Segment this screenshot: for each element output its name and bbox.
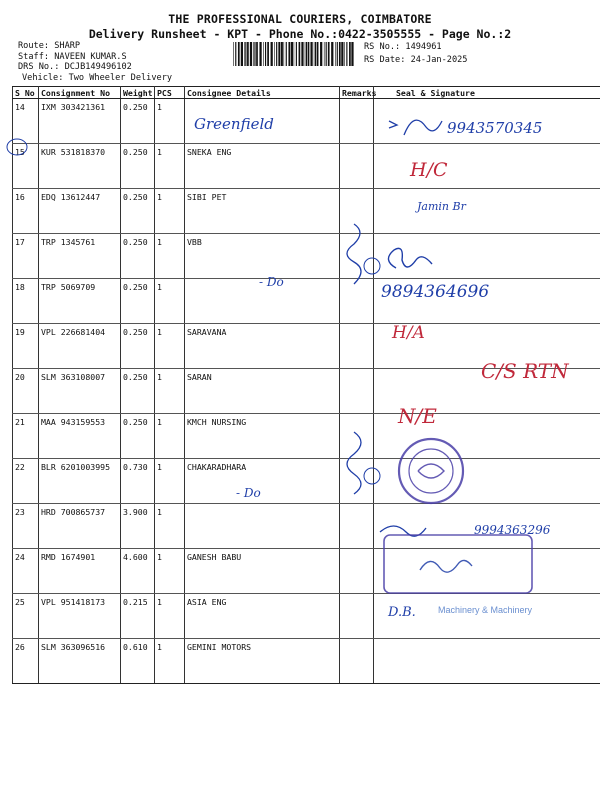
cell-signature xyxy=(374,504,600,549)
barcode-bar xyxy=(265,42,266,66)
cell-consignee: CHAKARADHARA xyxy=(185,459,340,504)
rs-date: RS Date: 24-Jan-2025 xyxy=(364,54,468,65)
handwritten-signature-24: 9994363296 xyxy=(474,523,551,537)
barcode-bar xyxy=(326,42,327,66)
cell-weight: 3.900 xyxy=(121,504,155,549)
cell-sno: 20 xyxy=(13,369,39,414)
cell-pcs: 1 xyxy=(155,414,185,459)
col-consignee: Consignee Details xyxy=(185,87,340,99)
cell-sno: 16 xyxy=(13,189,39,234)
handwritten-consignee-23: - Do xyxy=(236,486,261,500)
cell-remarks xyxy=(340,414,374,459)
barcode-bar xyxy=(324,42,325,66)
cell-sno: 22 xyxy=(13,459,39,504)
barcode-bar xyxy=(288,42,290,66)
cell-remarks xyxy=(340,504,374,549)
barcode-bar xyxy=(344,42,345,66)
barcode-bar xyxy=(241,42,243,66)
cell-signature xyxy=(374,189,600,234)
cell-weight: 0.250 xyxy=(121,324,155,369)
barcode-bar xyxy=(331,42,333,66)
barcode-bar xyxy=(267,42,269,66)
cell-remarks xyxy=(340,369,374,414)
handwritten-signature-21: N/E xyxy=(398,404,437,428)
cell-consignment: TRP 1345761 xyxy=(39,234,121,279)
cell-pcs: 1 xyxy=(155,549,185,594)
barcode-bar xyxy=(299,42,301,66)
cell-pcs: 1 xyxy=(155,234,185,279)
cell-remarks xyxy=(340,639,374,684)
cell-remarks xyxy=(340,279,374,324)
handwritten-signature-18: 9894364696 xyxy=(381,282,490,302)
barcode-bar xyxy=(274,42,275,66)
cell-weight: 0.250 xyxy=(121,234,155,279)
rs-number: RS No.: 1494961 xyxy=(364,42,442,52)
cell-weight: 0.250 xyxy=(121,369,155,414)
barcode-bar xyxy=(271,42,273,66)
cell-signature xyxy=(374,144,600,189)
cell-remarks xyxy=(340,99,374,144)
barcode-bar xyxy=(351,42,353,66)
cell-remarks xyxy=(340,189,374,234)
cell-pcs: 1 xyxy=(155,459,185,504)
table-row xyxy=(13,549,600,594)
barcode-bar xyxy=(235,42,236,66)
barcode-bar xyxy=(253,42,254,66)
runsheet-table xyxy=(12,86,600,684)
cell-sno: 17 xyxy=(13,234,39,279)
barcode-bar xyxy=(263,42,264,66)
cell-consignee xyxy=(185,504,340,549)
cell-sno: 26 xyxy=(13,639,39,684)
cell-sno: 25 xyxy=(13,594,39,639)
table-row xyxy=(13,414,600,459)
barcode-bar xyxy=(276,42,277,66)
drs-label: DRS No.: DCJB149496102 xyxy=(18,62,132,72)
cell-weight: 0.610 xyxy=(121,639,155,684)
table-row xyxy=(13,369,600,414)
barcode-bar xyxy=(296,42,297,66)
cell-signature xyxy=(374,324,600,369)
cell-signature xyxy=(374,234,600,279)
table-row xyxy=(13,144,600,189)
cell-signature xyxy=(374,639,600,684)
barcode-bar xyxy=(238,42,240,66)
cell-weight: 0.250 xyxy=(121,144,155,189)
cell-consignee: VBB xyxy=(185,234,340,279)
barcode-bar xyxy=(317,42,319,66)
table-row xyxy=(13,594,600,639)
table-row xyxy=(13,234,600,279)
cell-signature xyxy=(374,99,600,144)
cell-sno: 18 xyxy=(13,279,39,324)
barcode-bar xyxy=(254,42,255,66)
cell-consignment: VPL 226681404 xyxy=(39,324,121,369)
barcode-bar xyxy=(284,42,285,66)
barcode-bar xyxy=(278,42,280,66)
barcode-bar xyxy=(245,42,246,66)
table-row xyxy=(13,504,600,549)
barcode-bar xyxy=(310,42,312,66)
barcode-bar xyxy=(259,42,261,66)
handwritten-signature-16: Jamin Br xyxy=(417,200,466,213)
cell-consignment: IXM 303421361 xyxy=(39,99,121,144)
col-pcs: PCS xyxy=(155,87,185,99)
company-title: THE PROFESSIONAL COURIERS, COIMBATORE xyxy=(168,12,432,26)
barcode-bar xyxy=(306,42,307,66)
table-row xyxy=(13,324,600,369)
cell-remarks xyxy=(340,234,374,279)
cell-signature xyxy=(374,459,600,504)
barcode-bar xyxy=(286,42,287,66)
cell-pcs: 1 xyxy=(155,369,185,414)
cell-consignment: SLM 363096516 xyxy=(39,639,121,684)
cell-weight: 0.250 xyxy=(121,414,155,459)
cell-remarks xyxy=(340,324,374,369)
cell-consignee: SNEKA ENG xyxy=(185,144,340,189)
cell-consignment: MAA 943159553 xyxy=(39,414,121,459)
barcode xyxy=(233,42,355,66)
cell-pcs: 1 xyxy=(155,144,185,189)
cell-signature xyxy=(374,414,600,459)
cell-consignment: KUR 531818370 xyxy=(39,144,121,189)
barcode-bar xyxy=(291,42,293,66)
barcode-bar xyxy=(346,42,347,66)
cell-consignee xyxy=(185,99,340,144)
barcode-bar xyxy=(244,42,245,66)
barcode-bar xyxy=(349,42,351,66)
barcode-bar xyxy=(308,42,310,66)
barcode-bar xyxy=(250,42,252,66)
cell-consignment: EDQ 13612447 xyxy=(39,189,121,234)
cell-remarks xyxy=(340,459,374,504)
cell-remarks xyxy=(340,594,374,639)
cell-sno: 24 xyxy=(13,549,39,594)
handwritten-signature-19: H/A xyxy=(392,323,425,343)
barcode-bar xyxy=(339,42,341,66)
barcode-bar xyxy=(281,42,283,66)
cell-signature xyxy=(374,279,600,324)
barcode-bar xyxy=(301,42,303,66)
handwritten-signature-15: H/C xyxy=(410,159,448,181)
barcode-bar xyxy=(335,42,336,66)
cell-consignee xyxy=(185,279,340,324)
cell-consignee: GEMINI MOTORS xyxy=(185,639,340,684)
staff-label: Staff: NAVEEN KUMAR.S xyxy=(18,51,127,62)
barcode-bar xyxy=(315,42,316,66)
table-row xyxy=(13,279,600,324)
barcode-bar xyxy=(341,42,343,66)
route-label: Route: SHARP xyxy=(18,41,81,51)
col-weight: Weight xyxy=(121,87,155,99)
handwritten-signature-26: D.B. xyxy=(388,605,416,620)
cell-pcs: 1 xyxy=(155,279,185,324)
table-row xyxy=(13,189,600,234)
col-seal: Seal & Signature xyxy=(374,87,600,99)
handwritten-signature-20: C/S RTN xyxy=(481,359,569,383)
handwritten-consignee-14: Greenfield xyxy=(194,115,274,133)
cell-pcs: 1 xyxy=(155,639,185,684)
cell-consignee: KMCH NURSING xyxy=(185,414,340,459)
cell-consignment: TRP 5069709 xyxy=(39,279,121,324)
cell-sno: 21 xyxy=(13,414,39,459)
barcode-bar xyxy=(233,42,234,66)
cell-pcs: 1 xyxy=(155,324,185,369)
col-remarks: Remarks xyxy=(340,87,374,99)
table-row xyxy=(13,639,600,684)
table-row xyxy=(13,459,600,504)
cell-consignee: SIBI PET xyxy=(185,189,340,234)
cell-consignment: SLM 363108007 xyxy=(39,369,121,414)
cell-sno: 23 xyxy=(13,504,39,549)
cell-pcs: 1 xyxy=(155,99,185,144)
col-consignment: Consignment No xyxy=(39,87,121,99)
barcode-bar xyxy=(305,42,306,66)
barcode-bar xyxy=(337,42,338,66)
cell-sno: 19 xyxy=(13,324,39,369)
cell-consignment: RMD 1674901 xyxy=(39,549,121,594)
cell-sno: 15 xyxy=(13,144,39,189)
cell-signature xyxy=(374,369,600,414)
table-row xyxy=(13,99,600,144)
runsheet-subtitle: Delivery Runsheet - KPT - Phone No.:0422-3505555 - Page No.:2 xyxy=(88,27,512,41)
cell-consignment: HRD 700865737 xyxy=(39,504,121,549)
barcode-bar xyxy=(320,42,322,66)
route-info xyxy=(18,41,132,73)
cell-weight: 0.250 xyxy=(121,99,155,144)
stamp-company-text: Machinery & Machinery xyxy=(438,605,533,615)
cell-sno: 14 xyxy=(13,99,39,144)
cell-consignee: SARAVANA xyxy=(185,324,340,369)
cell-signature xyxy=(374,594,600,639)
handwritten-consignee-18: - Do xyxy=(259,275,284,289)
table-header-row xyxy=(13,87,600,99)
cell-remarks xyxy=(340,144,374,189)
vehicle-label: Vehicle: Two Wheeler Delivery xyxy=(22,73,173,83)
cell-pcs: 1 xyxy=(155,504,185,549)
barcode-bar xyxy=(247,42,249,66)
cell-consignee: ASIA ENG xyxy=(185,594,340,639)
rs-info xyxy=(364,42,467,65)
cell-weight: 0.250 xyxy=(121,279,155,324)
handwritten-signature-14: 9943570345 xyxy=(447,119,543,137)
col-sno: S No xyxy=(13,87,39,99)
cell-remarks xyxy=(340,549,374,594)
cell-consignment: BLR 6201003995 xyxy=(39,459,121,504)
barcode-bar xyxy=(256,42,258,66)
barcode-bar xyxy=(328,42,330,66)
cell-weight: 4.600 xyxy=(121,549,155,594)
cell-consignee: SARAN xyxy=(185,369,340,414)
cell-weight: 0.215 xyxy=(121,594,155,639)
cell-consignee: GANESH BABU xyxy=(185,549,340,594)
barcode-bar xyxy=(314,42,315,66)
cell-consignment: VPL 951418173 xyxy=(39,594,121,639)
cell-signature xyxy=(374,549,600,594)
barcode-bar xyxy=(294,42,295,66)
cell-pcs: 1 xyxy=(155,594,185,639)
cell-weight: 0.250 xyxy=(121,189,155,234)
cell-pcs: 1 xyxy=(155,189,185,234)
cell-weight: 0.730 xyxy=(121,459,155,504)
